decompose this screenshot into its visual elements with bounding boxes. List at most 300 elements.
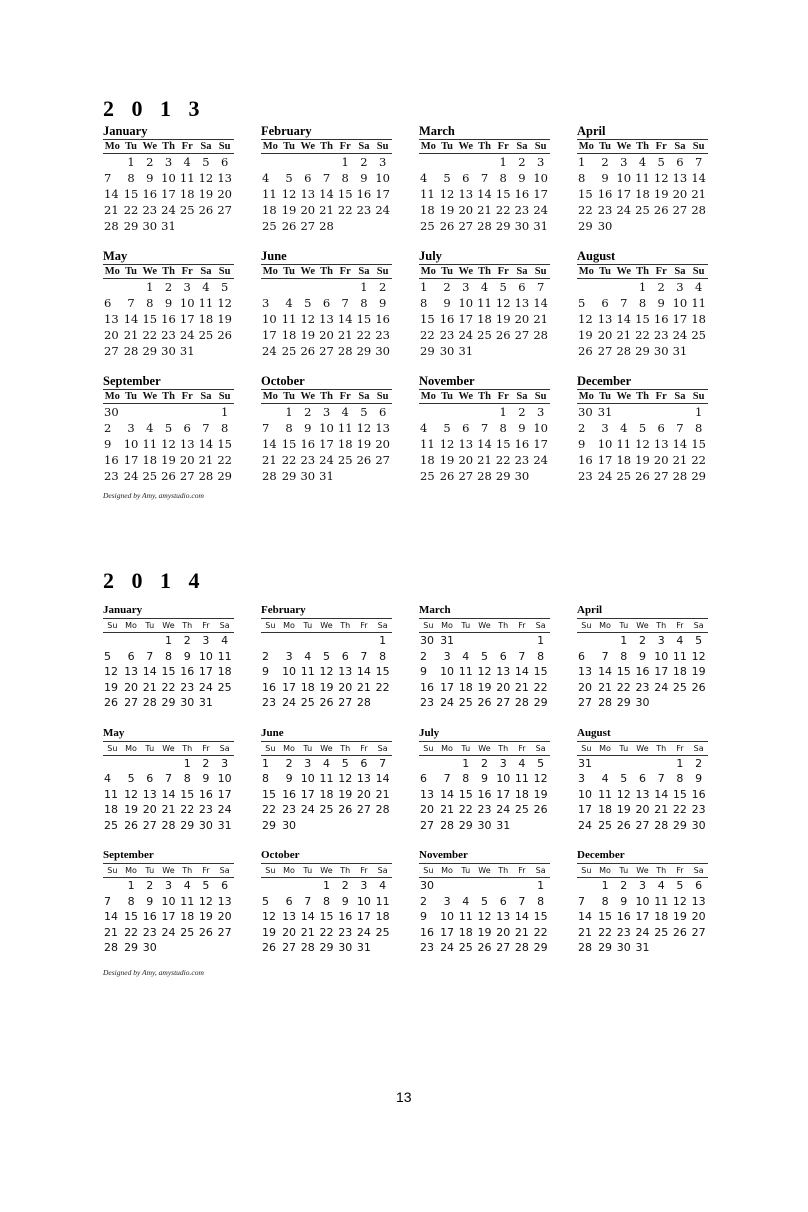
day-cell: 4 xyxy=(420,421,428,435)
day-cell: 26 xyxy=(198,203,214,217)
day-cell: 30 xyxy=(375,344,390,358)
day-cell: 17 xyxy=(319,437,334,451)
day-cell: 27 xyxy=(104,344,119,358)
weekday-label: We xyxy=(162,866,175,875)
day-cell: 15 xyxy=(420,312,435,326)
day-cell: 18 xyxy=(598,803,613,816)
day-cell: 14 xyxy=(337,312,353,326)
weekday-label: Sa xyxy=(674,391,686,402)
weekday-label: Tu xyxy=(145,743,155,753)
weekday-header xyxy=(419,389,550,404)
day-cell: 29 xyxy=(217,469,232,483)
day-grid xyxy=(103,633,234,711)
day-cell: 13 xyxy=(375,421,390,435)
day-cell: 14 xyxy=(142,665,157,678)
day-cell: 25 xyxy=(691,328,706,342)
day-cell: 14 xyxy=(654,787,669,801)
day-cell: 7 xyxy=(518,894,526,908)
weekday-label: Th xyxy=(340,621,351,630)
day-cell: 24 xyxy=(616,203,632,217)
weekday-label: Su xyxy=(692,141,705,152)
empty-cell xyxy=(336,468,355,484)
day-cell: 29 xyxy=(495,469,511,483)
day-cell: 4 xyxy=(304,649,312,663)
day-cell: 15 xyxy=(458,787,473,801)
weekday-label: Mo xyxy=(420,141,436,152)
day-cell: 19 xyxy=(281,203,297,217)
month-september xyxy=(103,848,234,956)
day-cell: 12 xyxy=(198,894,213,908)
day-cell: 18 xyxy=(635,187,650,201)
day-cell: 4 xyxy=(202,280,210,294)
weekday-label: We xyxy=(300,141,316,152)
day-cell: 22 xyxy=(672,803,687,816)
weekday-label: Su xyxy=(265,621,276,630)
empty-cell xyxy=(531,468,550,484)
day-cell: 8 xyxy=(420,296,428,310)
empty-cell xyxy=(317,818,336,834)
day-cell: 3 xyxy=(657,634,665,647)
day-cell: 18 xyxy=(104,803,118,816)
day-grid xyxy=(419,154,550,234)
day-cell: 9 xyxy=(146,171,154,185)
day-cell: 24 xyxy=(123,469,139,483)
day-cell: 6 xyxy=(657,421,665,435)
day-cell: 18 xyxy=(217,665,232,678)
weekday-label: We xyxy=(300,266,316,277)
weekday-label: Tu xyxy=(599,266,611,277)
day-cell: 25 xyxy=(616,469,632,483)
day-cell: 24 xyxy=(262,344,277,358)
day-cell: 5 xyxy=(164,421,173,435)
day-cell: 17 xyxy=(375,187,390,201)
day-cell: 30 xyxy=(439,344,455,358)
weekday-label: Sa xyxy=(377,866,388,875)
weekday-label: Th xyxy=(320,141,333,152)
weekday-label: Fr xyxy=(518,866,526,875)
day-grid xyxy=(261,878,392,956)
day-cell: 7 xyxy=(578,894,585,908)
month-september xyxy=(103,374,234,484)
day-cell: 10 xyxy=(262,312,277,326)
day-cell: 23 xyxy=(300,453,316,467)
day-cell: 3 xyxy=(462,280,470,294)
day-cell: 31 xyxy=(198,696,213,709)
month-name: December xyxy=(577,849,625,861)
weekday-label: Mo xyxy=(125,866,137,875)
day-cell: 19 xyxy=(217,312,232,326)
day-cell: 9 xyxy=(164,296,173,310)
day-cell: 23 xyxy=(420,941,434,954)
day-cell: 25 xyxy=(598,818,613,832)
day-cell: 26 xyxy=(439,219,455,233)
day-cell: 2 xyxy=(601,155,609,169)
weekday-label: Su xyxy=(218,141,231,152)
day-grid xyxy=(103,878,234,956)
day-cell: 27 xyxy=(691,925,706,939)
weekday-label: Mo xyxy=(578,266,594,277)
day-cell: 15 xyxy=(495,437,511,451)
empty-cell xyxy=(103,633,122,649)
day-cell: 18 xyxy=(198,312,214,326)
day-cell: 25 xyxy=(300,696,315,709)
day-cell: 7 xyxy=(262,421,270,435)
weekday-label: Tu xyxy=(461,866,471,875)
day-cell: 31 xyxy=(672,344,688,358)
day-cell: 3 xyxy=(164,879,172,892)
day-cell: 7 xyxy=(480,421,489,435)
day-cell: 28 xyxy=(104,219,119,233)
weekday-label: Su xyxy=(218,266,231,277)
day-cell: 28 xyxy=(514,941,529,954)
day-cell: 19 xyxy=(338,787,353,801)
day-cell: 14 xyxy=(123,312,139,326)
day-cell: 8 xyxy=(127,171,135,185)
day-cell: 6 xyxy=(183,421,191,435)
day-cell: 3 xyxy=(443,649,451,663)
day-cell: 2 xyxy=(183,634,191,647)
day-cell: 17 xyxy=(440,680,455,694)
day-cell: 11 xyxy=(262,187,277,201)
day-cell: 18 xyxy=(319,787,334,801)
day-cell: 17 xyxy=(654,665,669,678)
day-cell: 2 xyxy=(695,756,703,770)
weekday-header xyxy=(419,139,550,154)
day-cell: 28 xyxy=(533,328,548,342)
weekday-header xyxy=(103,741,234,756)
weekday-label: Mo xyxy=(262,266,278,277)
day-cell: 22 xyxy=(495,453,511,467)
day-cell: 16 xyxy=(635,665,650,678)
day-cell: 1 xyxy=(379,634,387,647)
month-august xyxy=(577,726,708,834)
empty-cell xyxy=(419,404,438,420)
day-cell: 8 xyxy=(694,421,703,435)
day-cell: 3 xyxy=(620,155,628,169)
day-cell: 21 xyxy=(598,680,613,694)
weekday-label: Th xyxy=(478,391,491,402)
day-cell: 31 xyxy=(356,941,371,954)
day-cell: 5 xyxy=(443,171,451,185)
day-cell: 16 xyxy=(477,787,492,801)
day-cell: 11 xyxy=(598,787,613,801)
day-cell: 26 xyxy=(300,344,316,358)
day-cell: 13 xyxy=(458,437,474,451)
day-cell: 26 xyxy=(616,818,631,832)
weekday-label: Mo xyxy=(441,621,453,630)
day-cell: 17 xyxy=(282,680,297,694)
day-cell: 18 xyxy=(458,925,473,939)
day-cell: 20 xyxy=(458,203,474,217)
weekday-label: Sa xyxy=(535,866,546,875)
weekday-label: Su xyxy=(692,266,705,277)
day-cell: 6 xyxy=(695,879,703,892)
day-cell: 25 xyxy=(420,469,435,483)
day-cell: 5 xyxy=(262,894,269,908)
empty-cell xyxy=(494,343,513,359)
weekday-header xyxy=(103,618,234,633)
day-cell: 28 xyxy=(142,696,157,709)
day-cell: 17 xyxy=(161,187,176,201)
empty-cell xyxy=(652,695,671,711)
empty-cell xyxy=(159,756,178,772)
day-cell: 6 xyxy=(304,171,312,185)
day-cell: 28 xyxy=(161,818,176,832)
day-cell: 7 xyxy=(360,649,368,663)
day-cell: 12 xyxy=(495,296,511,310)
day-cell: 5 xyxy=(578,296,586,310)
weekday-label: Fr xyxy=(497,391,509,402)
day-cell: 16 xyxy=(198,787,213,801)
day-cell: 31 xyxy=(179,344,195,358)
day-cell: 1 xyxy=(127,879,135,892)
empty-cell xyxy=(475,154,494,170)
day-cell: 10 xyxy=(375,171,390,185)
day-cell: 20 xyxy=(496,680,511,694)
weekday-label: Fr xyxy=(181,391,193,402)
weekday-label: Sa xyxy=(535,621,546,630)
day-cell: 23 xyxy=(597,203,613,217)
day-cell: 15 xyxy=(616,665,631,678)
day-cell: 10 xyxy=(440,910,455,923)
weekday-label: Fr xyxy=(655,266,667,277)
weekday-label: Tu xyxy=(145,621,155,630)
weekday-label: Mo xyxy=(578,391,594,402)
day-cell: 1 xyxy=(220,405,229,419)
day-cell: 27 xyxy=(217,925,232,939)
empty-cell xyxy=(456,878,475,894)
day-cell: 18 xyxy=(477,312,492,326)
day-cell: 4 xyxy=(620,421,628,435)
day-cell: 14 xyxy=(514,910,529,923)
empty-cell xyxy=(215,940,234,956)
empty-cell xyxy=(513,878,532,894)
day-cell: 31 xyxy=(161,219,176,233)
day-cell: 21 xyxy=(533,312,548,326)
weekday-label: Su xyxy=(534,266,547,277)
month-name: May xyxy=(103,726,125,739)
weekday-label: Fr xyxy=(202,866,210,875)
day-cell: 27 xyxy=(179,469,195,483)
day-cell: 3 xyxy=(221,756,229,770)
day-cell: 15 xyxy=(495,187,511,201)
day-cell: 6 xyxy=(220,155,229,169)
day-cell: 11 xyxy=(281,312,297,326)
empty-cell xyxy=(355,468,374,484)
weekday-label: Sa xyxy=(358,266,370,277)
day-cell: 29 xyxy=(598,941,613,954)
day-cell: 10 xyxy=(672,296,688,310)
weekday-label: Sa xyxy=(200,141,212,152)
day-cell: 26 xyxy=(477,696,492,709)
day-cell: 18 xyxy=(179,187,195,201)
day-cell: 13 xyxy=(496,910,511,923)
weekday-header xyxy=(261,139,392,154)
weekday-header xyxy=(577,139,708,154)
day-cell: 29 xyxy=(533,696,548,709)
day-cell: 30 xyxy=(514,469,530,483)
day-cell: 1 xyxy=(694,405,703,419)
empty-cell xyxy=(159,404,178,420)
weekday-label: Tu xyxy=(303,743,313,753)
day-cell: 6 xyxy=(378,405,387,419)
empty-cell xyxy=(280,279,299,295)
weekday-header xyxy=(261,264,392,279)
day-cell: 6 xyxy=(420,772,427,785)
day-cell: 29 xyxy=(420,344,435,358)
day-cell: 13 xyxy=(124,665,139,678)
day-cell: 6 xyxy=(146,772,154,785)
weekday-label: Mo xyxy=(283,866,295,875)
day-cell: 21 xyxy=(104,203,119,217)
day-cell: 29 xyxy=(161,696,176,709)
day-grid xyxy=(419,756,550,834)
day-cell: 23 xyxy=(338,925,353,939)
day-cell: 10 xyxy=(578,787,592,801)
day-cell: 25 xyxy=(198,328,214,342)
day-cell: 10 xyxy=(533,171,548,185)
day-cell: 19 xyxy=(616,803,631,816)
day-cell: 7 xyxy=(443,772,451,785)
day-cell: 14 xyxy=(672,437,688,451)
day-cell: 25 xyxy=(180,925,195,939)
day-cell: 3 xyxy=(536,405,545,419)
day-cell: 1 xyxy=(183,756,191,770)
weekday-label: Sa xyxy=(516,141,528,152)
day-cell: 30 xyxy=(514,219,530,233)
day-cell: 19 xyxy=(439,453,455,467)
day-cell: 11 xyxy=(180,894,195,908)
day-cell: 28 xyxy=(198,469,214,483)
day-cell: 4 xyxy=(420,171,428,185)
day-cell: 7 xyxy=(379,756,387,770)
day-cell: 3 xyxy=(601,421,609,435)
day-cell: 24 xyxy=(198,680,213,694)
day-cell: 14 xyxy=(375,772,390,785)
weekday-header xyxy=(261,863,392,878)
weekday-label: Sa xyxy=(693,743,704,753)
weekday-label: We xyxy=(616,391,632,402)
weekday-label: We xyxy=(142,391,158,402)
designer-credit: Designed by Amy, amystudio.com xyxy=(103,968,204,977)
day-cell: 14 xyxy=(319,187,334,201)
day-cell: 13 xyxy=(691,894,706,908)
day-cell: 20 xyxy=(672,187,688,201)
empty-cell xyxy=(261,404,280,420)
day-cell: 11 xyxy=(635,171,650,185)
day-cell: 3 xyxy=(638,879,646,892)
day-cell: 10 xyxy=(496,772,511,785)
day-cell: 25 xyxy=(514,803,529,816)
day-grid xyxy=(419,878,550,956)
day-cell: 25 xyxy=(420,219,435,233)
month-name: January xyxy=(103,604,143,616)
empty-cell xyxy=(336,218,355,234)
day-cell: 31 xyxy=(597,405,613,419)
day-cell: 30 xyxy=(653,344,669,358)
day-cell: 1 xyxy=(638,280,647,294)
day-cell: 20 xyxy=(578,680,592,694)
empty-cell xyxy=(513,343,532,359)
weekday-label: We xyxy=(478,743,491,753)
day-cell: 26 xyxy=(533,803,548,816)
day-cell: 2 xyxy=(480,756,488,770)
day-cell: 25 xyxy=(262,219,277,233)
day-cell: 30 xyxy=(338,941,353,954)
empty-cell xyxy=(317,154,336,170)
empty-cell xyxy=(614,279,633,295)
empty-cell xyxy=(652,940,671,956)
day-cell: 17 xyxy=(635,910,650,923)
weekday-header xyxy=(577,741,708,756)
day-grid xyxy=(261,404,392,484)
day-cell: 12 xyxy=(653,171,669,185)
day-cell: 5 xyxy=(499,280,507,294)
day-cell: 1 xyxy=(146,280,154,294)
day-cell: 14 xyxy=(440,787,455,801)
day-cell: 20 xyxy=(691,910,706,923)
year-title: 2 0 1 3 xyxy=(103,96,206,121)
day-cell: 4 xyxy=(104,772,111,785)
day-cell: 4 xyxy=(518,756,526,770)
day-cell: 28 xyxy=(337,344,353,358)
day-cell: 17 xyxy=(533,437,548,451)
day-cell: 22 xyxy=(533,680,548,694)
day-cell: 30 xyxy=(104,405,119,419)
weekday-label: Th xyxy=(656,743,667,753)
empty-cell xyxy=(298,279,317,295)
empty-cell xyxy=(336,818,355,834)
weekday-label: Tu xyxy=(303,866,313,875)
day-cell: 10 xyxy=(198,649,213,663)
day-cell: 21 xyxy=(375,787,390,801)
day-cell: 22 xyxy=(495,203,511,217)
day-cell: 28 xyxy=(477,219,492,233)
day-cell: 5 xyxy=(480,894,488,908)
day-grid xyxy=(261,756,392,834)
day-cell: 12 xyxy=(262,910,276,923)
day-cell: 27 xyxy=(356,803,371,816)
empty-cell xyxy=(614,756,633,772)
day-cell: 7 xyxy=(322,171,331,185)
day-cell: 18 xyxy=(300,680,315,694)
day-cell: 16 xyxy=(514,437,530,451)
day-cell: 19 xyxy=(672,910,687,923)
day-cell: 30 xyxy=(300,469,316,483)
day-cell: 27 xyxy=(496,941,511,954)
empty-cell xyxy=(373,940,392,956)
day-cell: 7 xyxy=(104,894,111,908)
day-cell: 18 xyxy=(420,203,435,217)
empty-cell xyxy=(456,633,475,649)
day-cell: 15 xyxy=(533,665,548,678)
day-cell: 15 xyxy=(262,787,276,801)
day-cell: 22 xyxy=(161,680,176,694)
day-cell: 23 xyxy=(180,680,195,694)
day-cell: 22 xyxy=(142,328,158,342)
day-cell: 1 xyxy=(420,280,428,294)
day-cell: 11 xyxy=(654,894,669,908)
weekday-label: Mo xyxy=(283,743,295,753)
day-cell: 24 xyxy=(597,469,613,483)
weekday-label: We xyxy=(162,621,175,630)
empty-cell xyxy=(475,633,494,649)
empty-cell xyxy=(475,404,494,420)
day-cell: 7 xyxy=(164,772,172,785)
day-cell: 2 xyxy=(443,280,451,294)
day-cell: 27 xyxy=(514,328,530,342)
year-title: 2 0 1 4 xyxy=(103,568,206,593)
